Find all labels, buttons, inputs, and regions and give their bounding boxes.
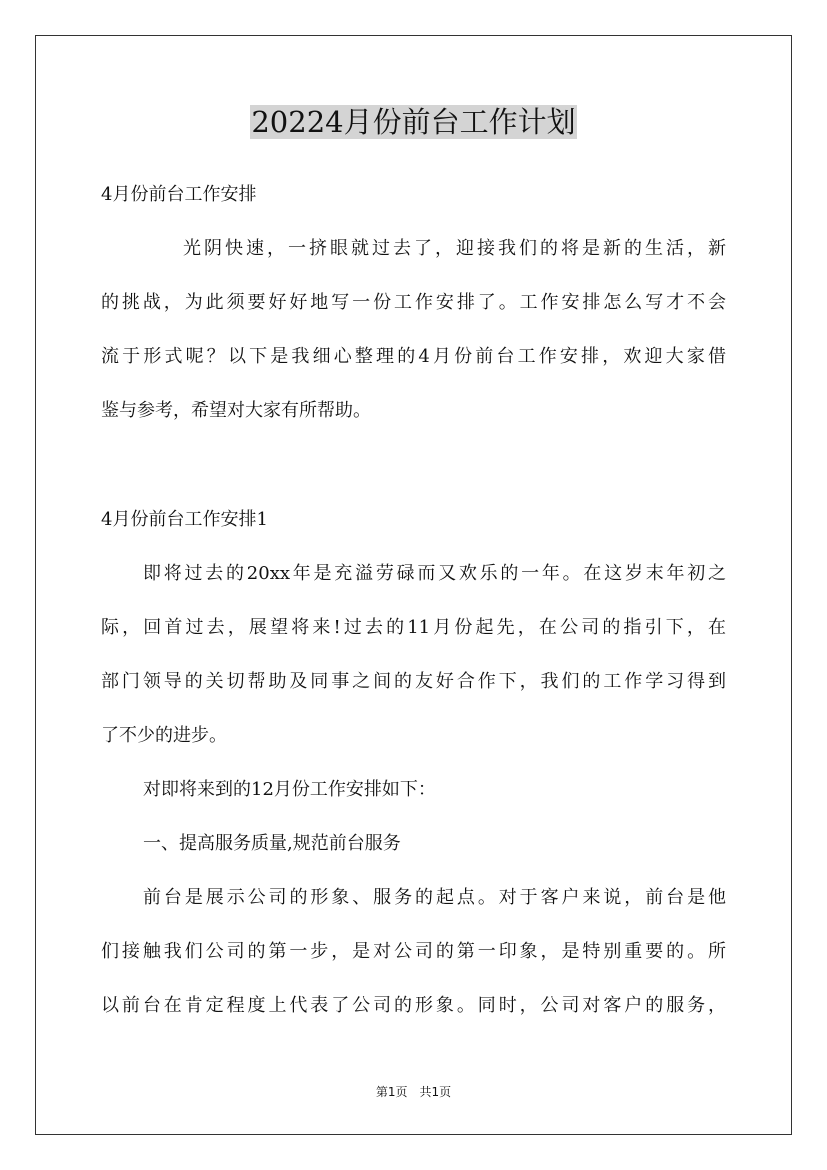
section-heading: 4月份前台工作安排: [101, 184, 257, 205]
paragraph-line: 对即将来到的12月份工作安排如下：: [143, 779, 436, 800]
paragraph-line: 流于形式呢？以下是我细心整理的4月份前台工作安排，欢迎大家借: [101, 346, 726, 367]
paragraph-line: 部门领导的关切帮助及同事之间的友好合作下，我们的工作学习得到: [101, 671, 726, 692]
paragraph-line: 的挑战，为此须要好好地写一份工作安排了。工作安排怎么写才不会: [101, 292, 726, 313]
page-footer: 第1页 共1页: [375, 1085, 452, 1099]
subsection-heading: 一、提高服务质量,规范前台服务: [143, 833, 401, 854]
paragraph-line: 际，回首过去，展望将来!过去的11月份起先，在公司的指引下，在: [101, 617, 726, 638]
title-text: 20224月份前台工作计划: [251, 105, 576, 139]
paragraph-line: 以前台在肯定程度上代表了公司的形象。同时，公司对客户的服务，: [101, 995, 726, 1016]
paragraph-line: 们接触我们公司的第一步，是对公司的第一印象，是特别重要的。所: [101, 941, 726, 962]
section-heading: 4月份前台工作安排1: [101, 509, 268, 530]
paragraph-line: 了不少的进步。: [101, 725, 227, 746]
document-title: [0, 103, 827, 141]
paragraph-line: 前台是展示公司的形象、服务的起点。对于客户来说，前台是他: [143, 887, 726, 908]
paragraph-line: 光阴快速，一挤眼就过去了，迎接我们的将是新的生活，新: [183, 238, 726, 259]
paragraph-line: 鉴与参考，希望对大家有所帮助。: [101, 400, 371, 421]
paragraph-line: 即将过去的20xx年是充溢劳碌而又欢乐的一年。在这岁末年初之: [143, 563, 726, 584]
